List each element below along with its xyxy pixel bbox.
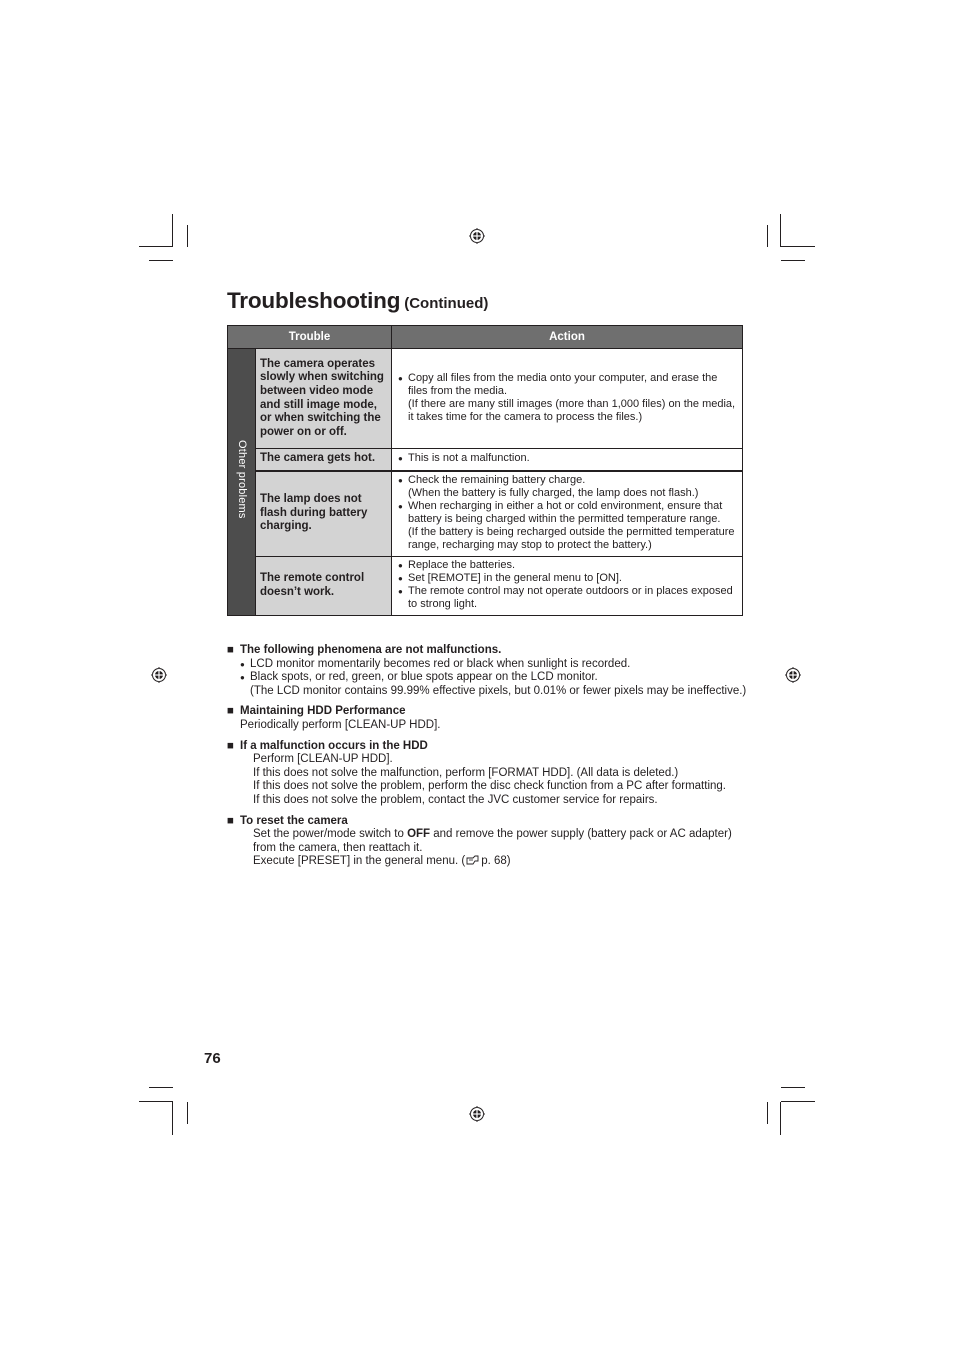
action-bullet: ● Copy all files from the media onto your computer, and erase the files from the media. [398, 372, 738, 398]
page-reference-icon [466, 855, 479, 865]
crop-mark [781, 1101, 815, 1102]
action-bullet: ● Set [REMOTE] in the general menu to [ON]. [398, 572, 738, 585]
side-label-cell [228, 349, 256, 616]
page-number: 76 [204, 1050, 221, 1067]
trouble-cell: The remote control doesn’t work. [256, 556, 392, 615]
registration-mark-icon [469, 1106, 485, 1122]
crop-mark [187, 225, 188, 247]
action-note: (If the battery is being recharged outside the permitted temperature range, recharging may stop to protect the battery.) [408, 525, 735, 551]
table-row [228, 556, 743, 615]
off-label: OFF [407, 828, 431, 841]
action-note: (If there are many still images (more than 1,000 files) on the media, it takes time for the camera to process the files.) [408, 397, 736, 423]
reset-text: Execute [PRESET] in the general menu. ( [253, 855, 466, 868]
note-text: (The LCD monitor contains 99.99% effective pixels, but 0.01% or fewer pixels may be ineffective.) [250, 684, 747, 697]
note-phenomena [227, 644, 747, 698]
crop-mark [187, 1102, 188, 1124]
action-bullet: ● Check the remaining battery charge. [398, 474, 738, 487]
crop-mark [781, 246, 815, 247]
crop-mark [780, 1102, 781, 1135]
crop-mark [172, 1102, 173, 1135]
note-reset [227, 815, 747, 869]
note-heading: ■ To reset the camera [227, 815, 747, 829]
table-header-row [228, 326, 743, 349]
note-text: Perform [CLEAN-UP HDD]. [253, 753, 393, 766]
crop-mark [149, 1087, 173, 1088]
note-heading: ■ Maintaining HDD Performance [227, 705, 747, 719]
crop-mark [780, 214, 781, 247]
note-text: If this does not solve the malfunction, perform [FORMAT HDD]. (All data is deleted.) [253, 766, 679, 779]
crop-mark [149, 260, 173, 261]
note-heading: ■ The following phenomena are not malfunctions. [227, 644, 747, 658]
action-cell [392, 556, 743, 615]
reset-text: Set the power/mode switch to [253, 828, 408, 841]
title-main: Troubleshooting [227, 288, 401, 313]
action-bullet: ● When recharging in either a hot or cold environment, ensure that battery is being charged within the permitted temperature range. [398, 500, 738, 526]
crop-mark [781, 260, 805, 261]
table-row [228, 471, 743, 557]
action-bullet: ● Replace the batteries. [398, 559, 738, 572]
crop-mark [139, 1101, 173, 1102]
note-text: If this does not solve the problem, contact the JVC customer service for repairs. [253, 793, 658, 806]
notes-section [227, 644, 747, 876]
note-heading: ■ If a malfunction occurs in the HDD [227, 740, 747, 754]
table-row [228, 449, 743, 471]
action-cell [392, 349, 743, 449]
note-bullet: ● Black spots, or red, green, or blue spots appear on the LCD monitor. [227, 671, 747, 685]
table-row [228, 349, 743, 449]
trouble-cell: The camera operates slowly when switching between video mode and still image mode, or when switching the power on or off. [256, 349, 392, 449]
crop-mark [172, 214, 173, 247]
note-text [227, 855, 747, 869]
note-text [227, 828, 747, 855]
note-malfunction [227, 740, 747, 808]
note-text: If this does not solve the problem, perform the disc check function from a PC after formatting. [253, 780, 726, 793]
crop-mark [767, 225, 768, 247]
crop-mark [767, 1102, 768, 1124]
title-continued: (Continued) [404, 295, 489, 312]
note-bullet: ● LCD monitor momentarily becomes red or black when sunlight is recorded. [227, 658, 747, 672]
note-hdd [227, 705, 747, 732]
action-cell [392, 449, 743, 471]
note-text: Periodically perform [CLEAN-UP HDD]. [240, 718, 441, 731]
action-note: (When the battery is fully charged, the lamp does not flash.) [408, 486, 699, 499]
registration-mark-icon [785, 667, 801, 683]
reset-text: and remove the power supply (battery pack or AC adapter) from the camera, then reattach it. [253, 828, 732, 854]
registration-mark-icon [469, 228, 485, 244]
header-action: Action [392, 326, 743, 349]
page-title [227, 279, 488, 316]
header-trouble: Trouble [228, 326, 392, 349]
crop-mark [139, 246, 173, 247]
trouble-cell: The camera gets hot. [256, 449, 392, 471]
action-cell [392, 471, 743, 557]
trouble-cell: The lamp does not flash during battery charging. [256, 471, 392, 557]
action-bullet: ● The remote control may not operate outdoors or in places exposed to strong light. [398, 585, 738, 611]
page-reference: p. 68) [481, 855, 511, 868]
action-bullet: ● This is not a malfunction. [398, 452, 738, 465]
troubleshooting-table [227, 325, 743, 616]
side-label: Other problems [236, 440, 248, 520]
crop-mark [781, 1087, 805, 1088]
registration-mark-icon [151, 667, 167, 683]
